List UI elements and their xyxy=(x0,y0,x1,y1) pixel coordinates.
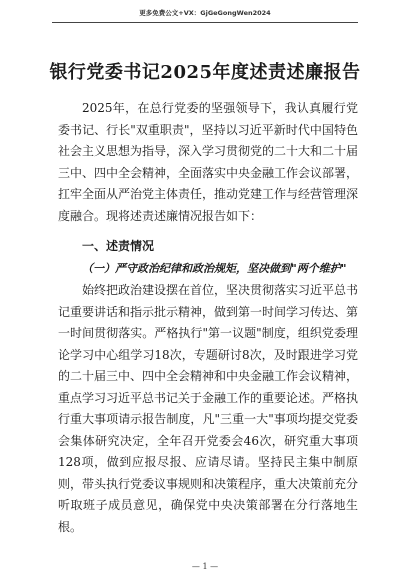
page-number: — 1 — xyxy=(191,562,219,571)
section-heading: 一、述责情况 xyxy=(82,239,155,253)
body-paragraph: 始终把政治建设摆在首位，坚决贯彻落实习近平总书记重要讲话和指示批示精神，做到第一时间学习传达、第一时间贯彻落实。严格执行"第一议题"制度，组织党委理论学习中心组学习18次，专题研讨8次，及时跟进学习党的二十届三中、四中全会精神和中央金融工作会议精神，重点学习习近平总书记关于金融工作的重要论述。严格执行重大事项请示报告制度，凡"三重一大"事项均提交党委会集体研究决定，全年召开党委会46次，研究重大事项128项，做到应报尽报、应请尽请。坚持民主集中制原则，带头执行党委议事规则和决策程序，重大决策前充分听取班子成员意见，确保党中央决策部署在分行落地生根。 xyxy=(58,283,359,534)
header-note: 更多免费公文+VX：GjGeGongWen2024 xyxy=(139,9,271,17)
sub-heading: （一）严守政治纪律和政治规矩，坚决做到"两个维护" xyxy=(82,262,347,275)
document-title: 银行党委书记2025年度述责述廉报告 xyxy=(49,62,361,83)
intro-paragraph: 2025年，在总行党委的坚强领导下，我认真履行党委书记、行长"双重职责"，坚持以习近平新时代中国特色社会主义思想为指导，深入学习贯彻党的二十大和二十届三中、四中全会精神，全面落实中央金融工作会议部署，扛牢全面从严治党主体责任，推动党建工作与经营管理深度融合。现将述责述廉情况报告如下： xyxy=(58,101,359,223)
header-divider xyxy=(52,22,358,23)
